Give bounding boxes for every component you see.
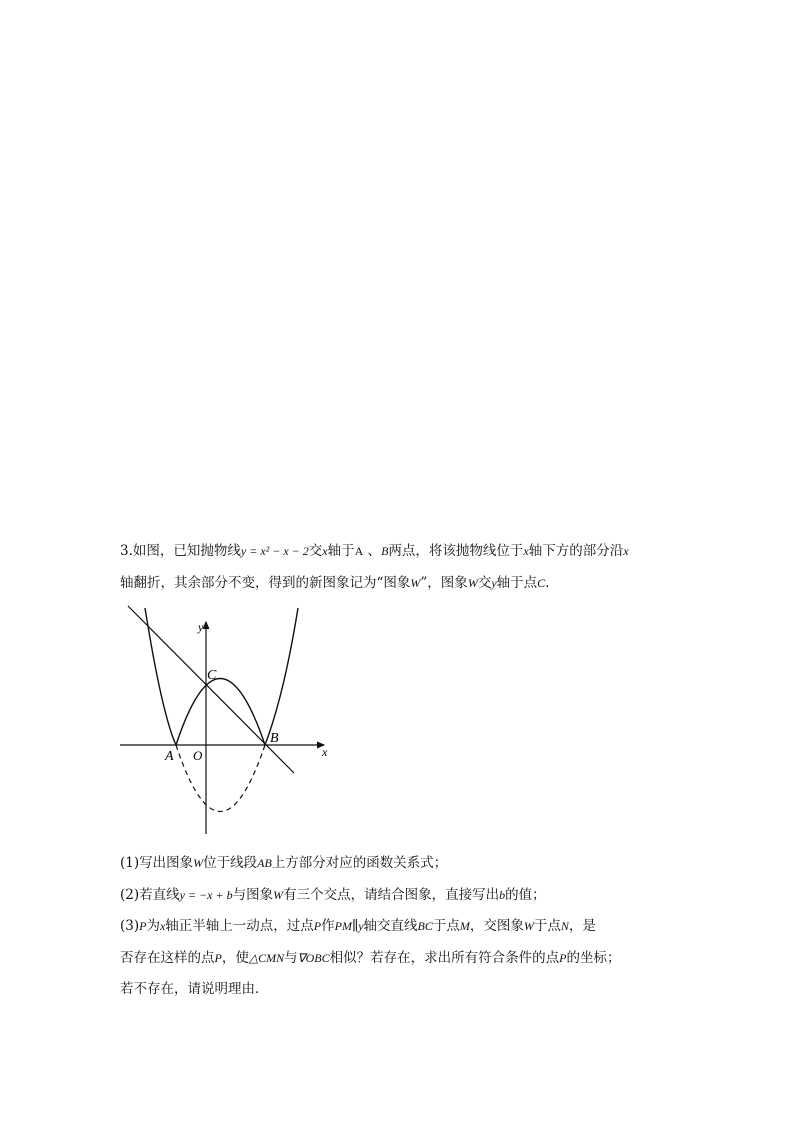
intro-text: 交 [477, 575, 492, 591]
label-A: A [165, 749, 174, 764]
parabola-figure [112, 600, 342, 840]
q2-text: 有三个交点，请结合图象，直接写出 [283, 887, 500, 903]
parallel-symbol: ∥ [351, 918, 359, 934]
q1-text: (1)写出图象 [120, 855, 194, 871]
q2-text: 的值； [505, 887, 546, 903]
line-BC-ref: BC [417, 919, 433, 933]
var-W: W [467, 576, 478, 590]
label-x: x [322, 745, 328, 759]
intro-text: 轴于 [327, 543, 355, 559]
var-M: M [459, 919, 470, 933]
question-3-line-2 [120, 946, 620, 966]
label-y: y [198, 620, 204, 634]
problem-intro-line-2 [120, 571, 549, 591]
var-P: P [214, 951, 222, 965]
segment-PM: PM [334, 919, 352, 933]
var-x: x [159, 919, 166, 933]
reflected-arch [176, 679, 265, 746]
intro-text: 轴下方的部分沿 [528, 543, 624, 559]
question-1 [120, 851, 447, 871]
q1-text: 上方部分对应的函数关系式； [271, 855, 448, 871]
question-3-line-3 [120, 977, 269, 997]
var-b: b [499, 888, 506, 902]
problem-number: 3. [120, 543, 133, 559]
var-N: N [560, 919, 569, 933]
q3-text: 轴交直线 [363, 918, 418, 934]
label-C: C [207, 668, 217, 683]
var-y: y [491, 576, 497, 590]
intro-text: 、 [363, 543, 382, 559]
label-B: B [270, 731, 279, 746]
q3-text: 于点 [432, 918, 460, 934]
intro-text: 轴翻折，其余部分不变，得到的新图象记为“图象 [120, 575, 411, 591]
q3-text: 与 [284, 950, 298, 966]
parabola-equation: y = x² − x − 2 [240, 544, 309, 558]
var-P: P [313, 919, 322, 933]
label-O: O [193, 748, 203, 763]
question-3-line-1 [120, 914, 596, 934]
intro-text: 轴于点 [496, 575, 538, 591]
q3-text: ，交图象 [469, 918, 524, 934]
q3-text: 于点 [533, 918, 561, 934]
var-W: W [193, 856, 204, 870]
q3-text: 为 [146, 918, 160, 934]
q3-text: ，使 [221, 950, 249, 966]
segment-AB: AB [257, 856, 272, 870]
parabola-right-arm [265, 608, 298, 745]
var-W: W [410, 576, 421, 590]
q3-text: (3) [120, 918, 140, 934]
q3-text: 否存在这样的点 [120, 950, 215, 966]
point-A-ref: A [354, 544, 364, 558]
var-W: W [273, 888, 284, 902]
intro-text: 两点，将该抛物线位于 [388, 543, 524, 559]
q3-text: 作 [321, 918, 335, 934]
q2-text: 与图象 [232, 887, 274, 903]
intro-text: ”，图象 [420, 575, 468, 591]
line-BC [128, 606, 294, 773]
var-P: P [559, 951, 567, 965]
var-P: P [139, 919, 147, 933]
q3-text: 若不存在，请说明理由． [120, 981, 269, 997]
problem-intro-line-1 [120, 539, 629, 559]
point-C-ref: C [537, 576, 546, 590]
var-x: x [523, 544, 529, 558]
intro-text: 如图，已知抛物线 [132, 543, 241, 559]
q3-text: 的坐标； [566, 950, 621, 966]
var-x: x [623, 544, 629, 558]
q3-text: 相似？若存在，求出所有符合条件的点 [329, 950, 560, 966]
q1-text: 位于线段 [203, 855, 258, 871]
line-equation: y = −x + b [179, 888, 233, 902]
q2-text: (2)若直线 [120, 887, 180, 903]
intro-text: 交 [308, 543, 323, 559]
var-x: x [322, 544, 328, 558]
intro-text: . [545, 575, 550, 591]
triangle-OBC: ∇OBC [297, 951, 330, 965]
var-W: W [523, 919, 534, 933]
q3-text: ，是 [568, 918, 596, 934]
question-2 [120, 883, 546, 903]
q3-text: 轴正半轴上一动点，过点 [165, 918, 314, 934]
dashed-lower-curve [176, 745, 265, 812]
point-B-ref: B [381, 544, 389, 558]
triangle-CMN: △CMN [248, 951, 285, 965]
var-y: y [358, 919, 364, 933]
